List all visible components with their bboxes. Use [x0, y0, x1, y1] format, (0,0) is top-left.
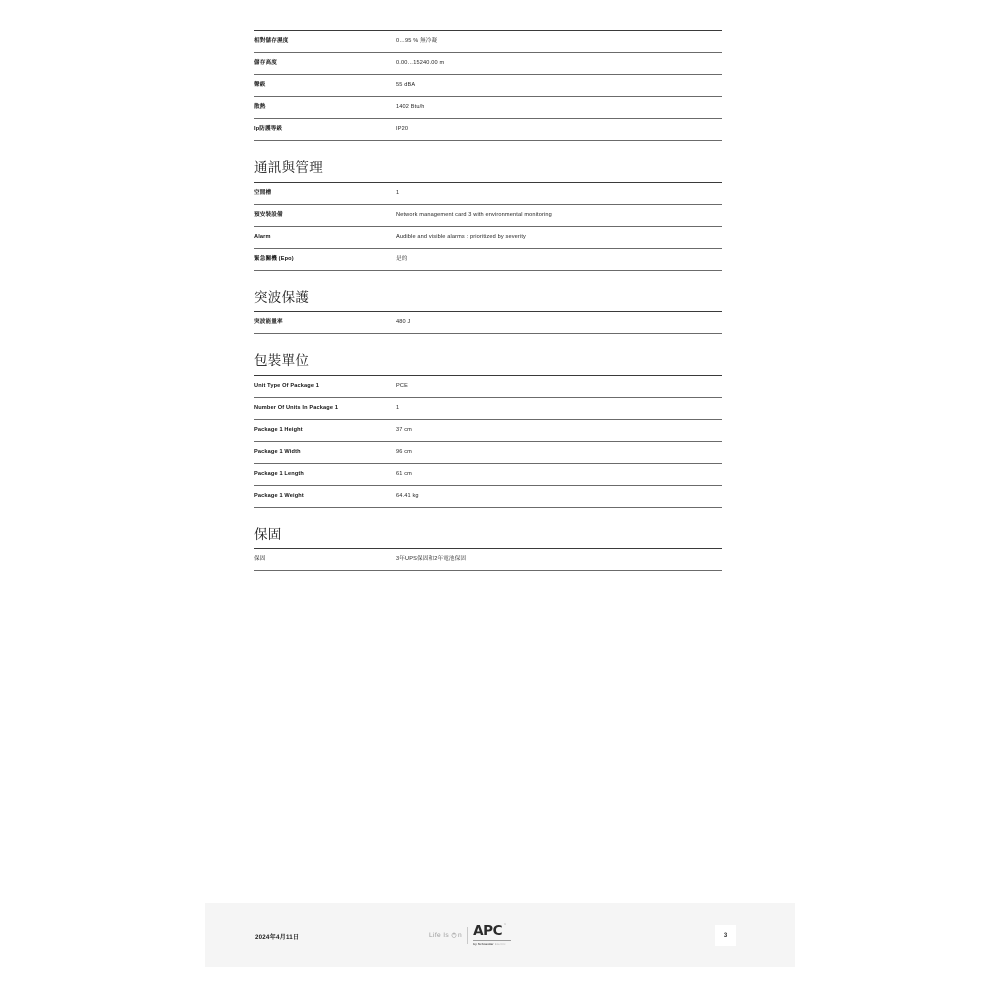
table-row: [254, 119, 722, 141]
tagline-text-n: n: [458, 931, 463, 939]
spec-label: 相對儲存濕度: [254, 31, 396, 53]
spec-table-packaging-units: [254, 375, 722, 507]
table-row: [254, 419, 722, 441]
table-row: [254, 182, 722, 204]
table-row: [254, 375, 722, 397]
spec-value: 是的: [396, 248, 722, 270]
footer-inner: [205, 903, 795, 967]
spec-value: IP20: [396, 119, 722, 141]
page-number-chip: [715, 925, 736, 946]
tagline-text-life-is: Life Is: [429, 931, 450, 939]
spec-value: 0…95 % 無冷凝: [396, 31, 722, 53]
apc-logo-rule: [473, 940, 511, 941]
heading-spacer: [254, 304, 722, 311]
section-spacer: [254, 271, 722, 291]
table-bottom-rule: [254, 570, 722, 571]
table-row: [254, 397, 722, 419]
spec-label: 保固: [254, 549, 396, 571]
spec-label: Number Of Units In Package 1: [254, 397, 396, 419]
spec-label: 儲存高度: [254, 53, 396, 75]
table-row: [254, 441, 722, 463]
apc-subtitle-light: Electric: [494, 941, 506, 946]
spec-label: Package 1 Length: [254, 463, 396, 485]
spec-table-warranty: [254, 548, 722, 570]
table-row: [254, 248, 722, 270]
spec-value: 1: [396, 182, 722, 204]
section-heading-warranty: 保固: [254, 526, 282, 542]
spec-label: Alarm: [254, 226, 396, 248]
apc-wordmark-text: APC: [473, 923, 503, 939]
spec-value: Network management card 3 with environmental monitoring: [396, 204, 722, 226]
spec-label: Unit Type Of Package 1: [254, 375, 396, 397]
page-number: 3: [723, 932, 728, 939]
section-heading-communication-and-management: 通訊與管理: [254, 160, 323, 175]
spec-label: Package 1 Height: [254, 419, 396, 441]
table-row: [254, 204, 722, 226]
spec-section-surge-protection: [254, 271, 722, 335]
spec-section-warranty: [254, 508, 722, 572]
spec-section-communication-and-management: [254, 141, 722, 271]
section-heading-surge-protection: 突波保護: [254, 289, 310, 305]
table-row: [254, 31, 722, 53]
brand-logo-lockup: [429, 925, 511, 946]
heading-spacer: [254, 175, 722, 182]
spec-label: 聲級: [254, 75, 396, 97]
section-heading-packaging-units: 包裝單位: [254, 353, 310, 368]
spec-table-environment-continued: [254, 30, 722, 140]
spec-sheet-content: [254, 30, 722, 571]
spec-value: Audible and visible alarms : prioritized by severity: [396, 226, 722, 248]
page-footer: [205, 903, 795, 967]
section-spacer: [254, 334, 722, 354]
spec-value: 1402 Btu/h: [396, 97, 722, 119]
spec-label: 突波能量率: [254, 312, 396, 334]
apc-subtitle-strong: by Schneider: [473, 941, 494, 946]
spec-value: 64.41 kg: [396, 485, 722, 507]
table-row: [254, 485, 722, 507]
trademark-symbol: ™: [503, 923, 507, 927]
spec-value: 61 cm: [396, 463, 722, 485]
spec-label: 空閒槽: [254, 182, 396, 204]
spec-label: Package 1 Width: [254, 441, 396, 463]
table-row: [254, 75, 722, 97]
spec-value: 96 cm: [396, 441, 722, 463]
power-symbol-icon: [451, 932, 457, 938]
spec-section-environment-continued: [254, 30, 722, 141]
spec-value: 37 cm: [396, 419, 722, 441]
spec-table-communication-and-management: [254, 182, 722, 270]
table-row: [254, 549, 722, 571]
life-is-on-tagline: [429, 932, 462, 939]
heading-spacer: [254, 368, 722, 375]
table-row: [254, 97, 722, 119]
spec-table-surge-protection: [254, 311, 722, 333]
spec-value: 3年UPS保固和2年電池保固: [396, 549, 722, 571]
spec-label: Ip防護等級: [254, 119, 396, 141]
apc-wordmark: [473, 923, 507, 939]
section-spacer: [254, 508, 722, 528]
spec-label: 預安裝設備: [254, 204, 396, 226]
spec-section-packaging-units: [254, 334, 722, 508]
spec-label: 散熱: [254, 97, 396, 119]
spec-value: 0.00…15240.00 m: [396, 53, 722, 75]
table-row: [254, 53, 722, 75]
spec-value: PCE: [396, 375, 722, 397]
spec-value: 480 J: [396, 312, 722, 334]
spec-label: Package 1 Weight: [254, 485, 396, 507]
table-row: [254, 463, 722, 485]
apc-logo: [473, 925, 511, 946]
heading-spacer: [254, 541, 722, 548]
spec-label: 緊急關機 (Epo): [254, 248, 396, 270]
section-spacer: [254, 141, 722, 161]
table-row: [254, 312, 722, 334]
spec-value: 1: [396, 397, 722, 419]
table-row: [254, 226, 722, 248]
spec-value: 55 dBA: [396, 75, 722, 97]
logo-divider: [467, 927, 468, 944]
apc-logo-subtitle: [473, 942, 506, 946]
footer-date: 2024年4月11日: [255, 934, 300, 941]
